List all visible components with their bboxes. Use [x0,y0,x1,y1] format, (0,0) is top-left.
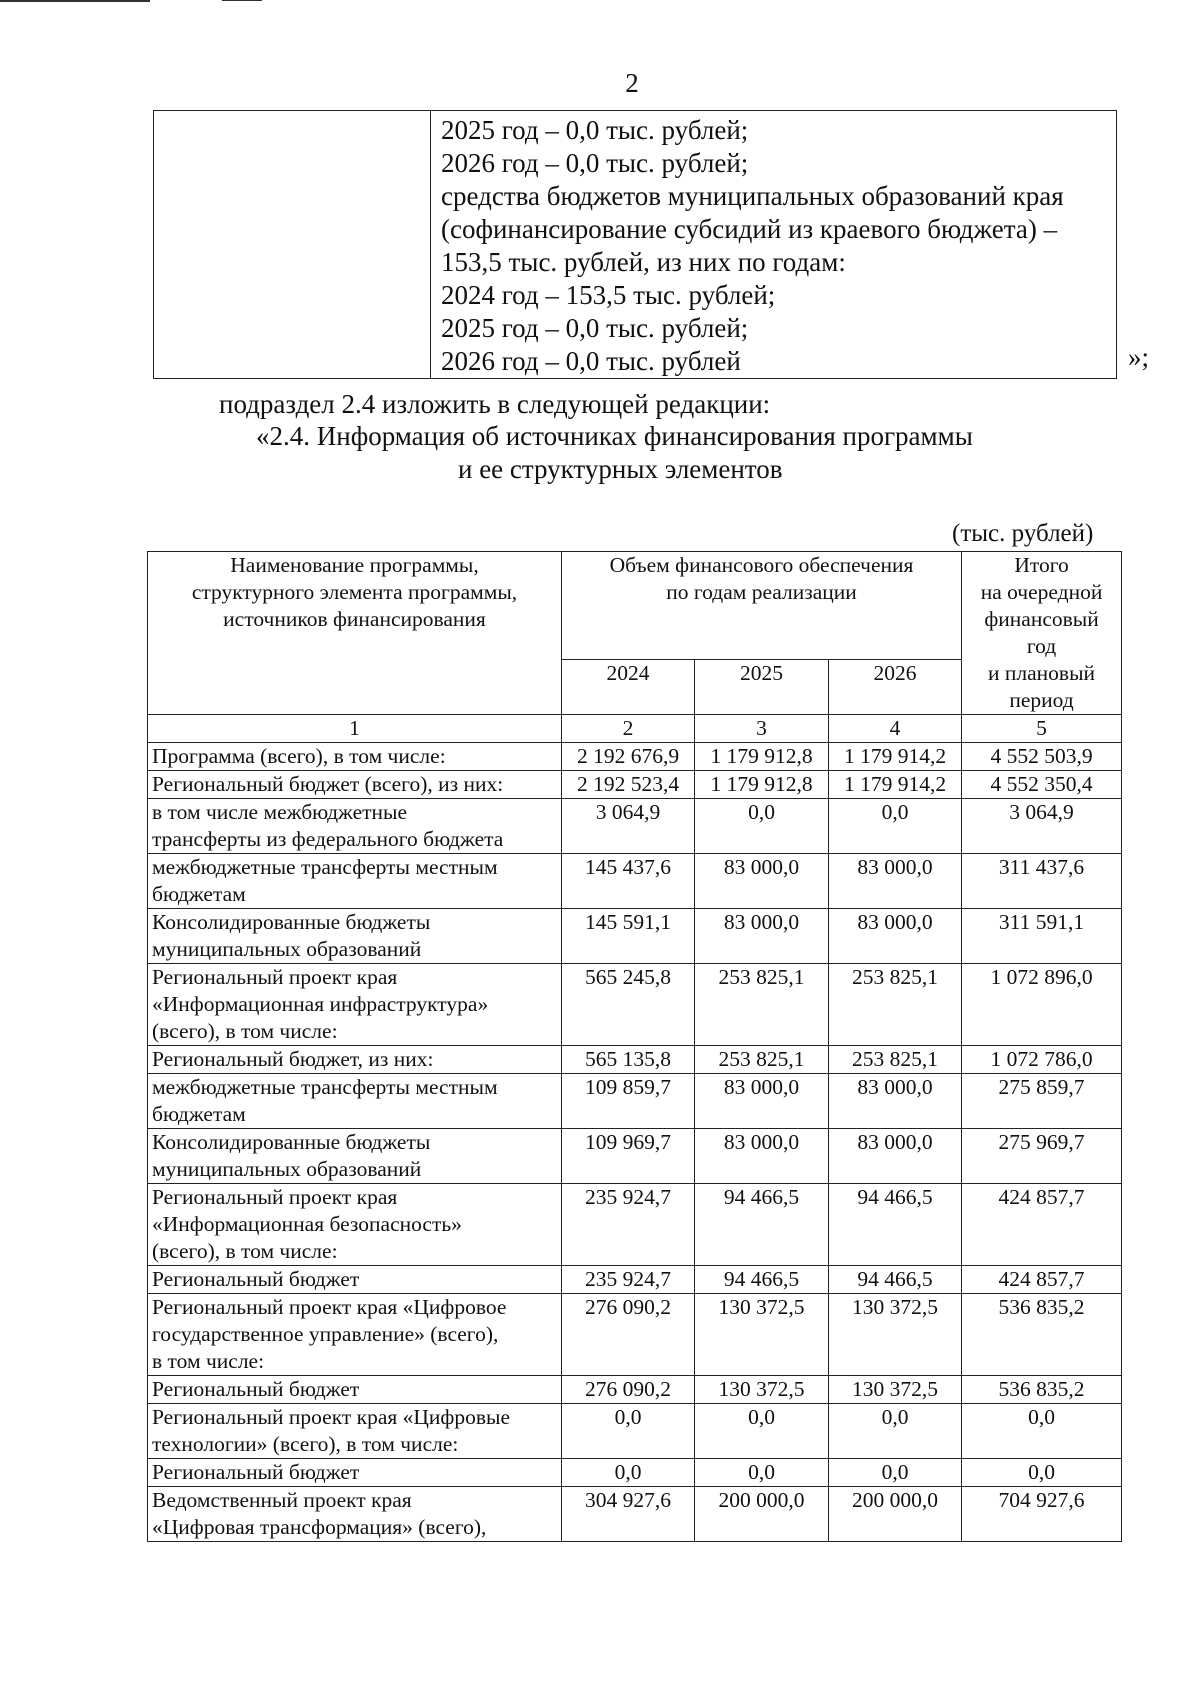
header-row [148,552,1122,660]
row-name-line: «Информационная инфраструктура» [152,992,489,1016]
value-v2026: 0,0 [829,799,962,854]
row-name-cell [148,909,562,964]
row-name-line: «Информационная безопасность» [152,1212,462,1236]
value-v2024: 145 591,1 [562,909,695,964]
row-name-cell [148,854,562,909]
value-v2025: 0,0 [695,1404,829,1459]
row-name-cell [148,1046,562,1074]
header-volume-column [562,552,962,660]
column-number: 2 [562,715,695,743]
value-v2025: 83 000,0 [695,909,829,964]
header-line: по годам реализации [666,580,857,604]
empty-left-cell [154,111,431,379]
value-total: 424 857,7 [962,1266,1122,1294]
header-line: и плановый [988,661,1096,685]
column-number: 4 [829,715,962,743]
row-name-cell [148,1266,562,1294]
funding-line: средства бюджетов муниципальных образований края [441,181,1064,211]
value-total: 275 969,7 [962,1129,1122,1184]
value-v2024: 304 927,6 [562,1487,695,1542]
value-v2025: 0,0 [695,1459,829,1487]
row-name-cell [148,1184,562,1266]
row-name-line: Консолидированные бюджеты [152,1130,431,1154]
value-v2025: 200 000,0 [695,1487,829,1542]
value-v2025: 83 000,0 [695,1074,829,1129]
value-total: 536 835,2 [962,1294,1122,1376]
row-name-line: в том числе: [152,1349,265,1373]
column-number: 5 [962,715,1122,743]
table-row [148,1294,1122,1376]
units-note: (тыс. рублей) [952,520,1094,547]
row-name-cell [148,771,562,799]
table-row [148,854,1122,909]
column-number: 3 [695,715,829,743]
row-name-cell [148,1404,562,1459]
funding-details-cell [431,111,1117,379]
value-v2024: 109 969,7 [562,1129,695,1184]
value-total: 424 857,7 [962,1184,1122,1266]
row-name-line: Консолидированные бюджеты [152,910,431,934]
header-line: Наименование программы, [230,553,479,577]
value-v2025: 0,0 [695,799,829,854]
funding-line: 2026 год – 0,0 тыс. рублей [441,346,741,376]
row-name-line: Региональный бюджет [152,1267,360,1291]
table-row [148,1404,1122,1459]
row-name-cell [148,1129,562,1184]
header-line: на очередной [980,580,1103,604]
value-v2026: 1 179 914,2 [829,743,962,771]
value-total: 536 835,2 [962,1376,1122,1404]
table-body [148,743,1122,1542]
table-row [148,1266,1122,1294]
value-v2024: 2 192 523,4 [562,771,695,799]
closing-quote: »; [1128,342,1150,372]
table-row [148,743,1122,771]
row-name-line: муниципальных образований [152,937,422,961]
value-total: 4 552 350,4 [962,771,1122,799]
row-name-cell [148,1294,562,1376]
value-total: 1 072 786,0 [962,1046,1122,1074]
row-name-line: Региональный бюджет [152,1460,360,1484]
value-v2024: 276 090,2 [562,1294,695,1376]
intro-text: подраздел 2.4 изложить в следующей редакции: [219,389,771,419]
funding-line: 2024 год – 153,5 тыс. рублей; [441,280,776,310]
value-v2025: 1 179 912,8 [695,743,829,771]
row-name-line: технологии» (всего), в том числе: [152,1432,459,1456]
value-v2025: 130 372,5 [695,1376,829,1404]
page-number: 2 [625,68,639,98]
value-v2026: 130 372,5 [829,1294,962,1376]
table-row [148,1046,1122,1074]
header-line: структурного элемента программы, [191,580,518,604]
value-v2026: 83 000,0 [829,909,962,964]
value-v2025: 94 466,5 [695,1184,829,1266]
row-name-line: Региональный бюджет (всего), из них: [152,772,504,796]
value-v2025: 130 372,5 [695,1294,829,1376]
value-v2024: 145 437,6 [562,854,695,909]
header-name-column [148,552,562,715]
funding-line: 2025 год – 0,0 тыс. рублей; [441,313,749,343]
continuation-table [153,110,1117,379]
value-v2025: 94 466,5 [695,1266,829,1294]
value-v2024: 109 859,7 [562,1074,695,1129]
value-v2026: 83 000,0 [829,1129,962,1184]
funding-line: 2026 год – 0,0 тыс. рублей; [441,148,749,178]
table-row [148,1129,1122,1184]
value-total: 0,0 [962,1404,1122,1459]
value-v2025: 83 000,0 [695,1129,829,1184]
column-numbers-row [148,715,1122,743]
scan-artifact-line [222,0,262,1]
table-row [148,1459,1122,1487]
row-name-line: (всего), в том числе: [152,1239,338,1263]
row-name-line: Региональный проект края «Цифровое [152,1295,507,1319]
row-name-line: межбюджетные трансферты местным [152,855,498,879]
value-total: 311 591,1 [962,909,1122,964]
table-row [148,1376,1122,1404]
financing-table [147,551,1122,1542]
row-name-line: трансферты из федерального бюджета [152,827,504,851]
funding-line: (софинансирование субсидий из краевого бюджета) – [441,214,1058,244]
header-year-2026: 2026 [829,660,962,715]
row-name-line: государственное управление» (всего), [152,1322,499,1346]
header-total-column [962,552,1122,715]
table-row [148,799,1122,854]
value-total: 4 552 503,9 [962,743,1122,771]
row-name-line: Программа (всего), в том числе: [152,744,446,768]
value-v2024: 565 135,8 [562,1046,695,1074]
value-total: 1 072 896,0 [962,964,1122,1046]
value-v2024: 3 064,9 [562,799,695,854]
row-name-line: (всего), в том числе: [152,1019,338,1043]
section-title-line1: «2.4. Информация об источниках финансирования программы [256,421,973,451]
row-name-line: Региональный бюджет [152,1377,360,1401]
header-year-2025: 2025 [695,660,829,715]
value-v2026: 253 825,1 [829,1046,962,1074]
row-name-cell [148,964,562,1046]
row-name-cell [148,743,562,771]
table-row [148,1487,1122,1542]
value-v2026: 83 000,0 [829,1074,962,1129]
value-total: 3 064,9 [962,799,1122,854]
scan-artifact-line [0,0,150,2]
value-v2024: 0,0 [562,1459,695,1487]
value-v2026: 200 000,0 [829,1487,962,1542]
header-line: финансовый [984,607,1099,631]
section-title-line2: и ее структурных элементов [458,454,783,484]
row-name-line: «Цифровая трансформация» (всего), [152,1515,487,1539]
value-v2026: 1 179 914,2 [829,771,962,799]
value-v2026: 94 466,5 [829,1266,962,1294]
value-v2026: 253 825,1 [829,964,962,1046]
row-name-line: Региональный проект края «Цифровые [152,1405,510,1429]
row-name-line: Ведомственный проект края [152,1488,412,1512]
header-year-2024: 2024 [562,660,695,715]
header-line: Объем финансового обеспечения [609,553,914,577]
row-name-cell [148,799,562,854]
row-name-cell [148,1487,562,1542]
value-v2026: 0,0 [829,1459,962,1487]
table-row [148,964,1122,1046]
funding-line: 2025 год – 0,0 тыс. рублей; [441,115,749,145]
value-total: 275 859,7 [962,1074,1122,1129]
header-line: Итого [1014,553,1069,577]
value-v2025: 83 000,0 [695,854,829,909]
table-row [148,909,1122,964]
value-v2026: 83 000,0 [829,854,962,909]
table-row [148,771,1122,799]
value-v2024: 565 245,8 [562,964,695,1046]
row-name-line: бюджетам [152,882,246,906]
value-v2026: 0,0 [829,1404,962,1459]
table-row [148,1074,1122,1129]
value-total: 311 437,6 [962,854,1122,909]
funding-line: 153,5 тыс. рублей, из них по годам: [441,247,846,277]
row-name-cell [148,1074,562,1129]
row-name-cell [148,1376,562,1404]
value-v2024: 2 192 676,9 [562,743,695,771]
value-v2026: 94 466,5 [829,1184,962,1266]
row-name-line: Региональный проект края [152,965,398,989]
row-name-line: Региональный бюджет, из них: [152,1047,434,1071]
value-v2025: 253 825,1 [695,1046,829,1074]
value-v2025: 253 825,1 [695,964,829,1046]
row-name-line: в том числе межбюджетные [152,800,408,824]
value-total: 0,0 [962,1459,1122,1487]
row-name-line: бюджетам [152,1102,246,1126]
table-row [148,1184,1122,1266]
value-v2025: 1 179 912,8 [695,771,829,799]
value-v2024: 276 090,2 [562,1376,695,1404]
row-name-line: Региональный проект края [152,1185,398,1209]
column-number: 1 [148,715,562,743]
row-name-line: муниципальных образований [152,1157,422,1181]
header-line: источников финансирования [223,607,486,631]
value-v2024: 235 924,7 [562,1184,695,1266]
value-v2024: 235 924,7 [562,1266,695,1294]
value-v2026: 130 372,5 [829,1376,962,1404]
header-line: период [1009,688,1074,712]
value-total: 704 927,6 [962,1487,1122,1542]
header-line: год [1026,634,1057,658]
value-v2024: 0,0 [562,1404,695,1459]
row-name-cell [148,1459,562,1487]
row-name-line: межбюджетные трансферты местным [152,1075,498,1099]
